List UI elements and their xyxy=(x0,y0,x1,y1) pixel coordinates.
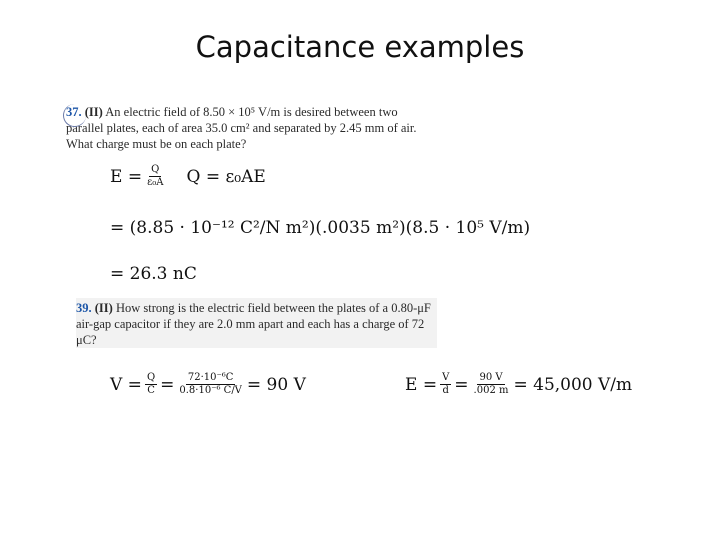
field-result: = 45,000 V/m xyxy=(513,374,633,395)
fraction-V-over-d xyxy=(440,372,451,397)
solution-37-line-1 xyxy=(110,164,266,189)
fraction-numerator: 90 V xyxy=(479,372,503,383)
problem-37-text xyxy=(66,104,436,152)
equation-Q: Q = ε₀AE xyxy=(186,166,266,187)
solution-37-line-2: = (8.85 · 10⁻¹² C²/N m²)(.0035 m²)(8.5 · 10⁵ V/m) xyxy=(110,218,531,238)
problem-level: (II) xyxy=(94,301,113,315)
fraction-numerator: 72·10⁻⁶C xyxy=(187,372,234,383)
problem-statement: How strong is the electric field between the plates of a 0.80-μF air-gap capacitor if they are 2.0 mm apart and each has a charge of 72 μC? xyxy=(76,301,431,347)
fraction-Q-over-eps0A xyxy=(145,164,165,189)
equation-V-lhs: V = xyxy=(110,374,142,395)
solution-37-line-3: = 26.3 nC xyxy=(110,264,197,284)
fraction-denominator: ε₀A xyxy=(147,177,164,188)
problem-statement: An electric field of 8.50 × 10⁵ V/m is desired between two parallel plates, each of area 35.0 cm² and separated by 2.45 mm of air. What charge must be on each plate? xyxy=(66,105,417,151)
equation-E-lhs: E = xyxy=(110,166,143,187)
solution-39-voltage xyxy=(110,372,306,397)
equals-sign: = xyxy=(454,374,469,395)
fraction-numerator: Q xyxy=(151,164,160,175)
annotation-circle xyxy=(63,104,86,127)
solution-39-field xyxy=(405,372,632,397)
fraction-charge-over-capacitance xyxy=(177,372,244,397)
fraction-denominator: d xyxy=(442,385,449,396)
fraction-numerator: V xyxy=(442,372,450,383)
problem-level: (II) xyxy=(84,105,103,119)
voltage-result: = 90 V xyxy=(246,374,306,395)
fraction-denominator: 0.8·10⁻⁶ C/V xyxy=(179,385,242,396)
equation-E-lhs: E = xyxy=(405,374,438,395)
problem-number: 39. xyxy=(76,301,92,315)
fraction-Q-over-C xyxy=(145,372,157,397)
fraction-denominator: .002 m xyxy=(473,385,509,396)
fraction-numerator: Q xyxy=(146,372,156,383)
equals-sign: = xyxy=(160,374,175,395)
fraction-voltage-over-distance xyxy=(472,372,511,397)
problem-number: 37. xyxy=(66,105,82,119)
slide-title: Capacitance examples xyxy=(195,30,525,64)
problem-39-text xyxy=(76,298,437,348)
fraction-denominator: C xyxy=(147,385,155,396)
